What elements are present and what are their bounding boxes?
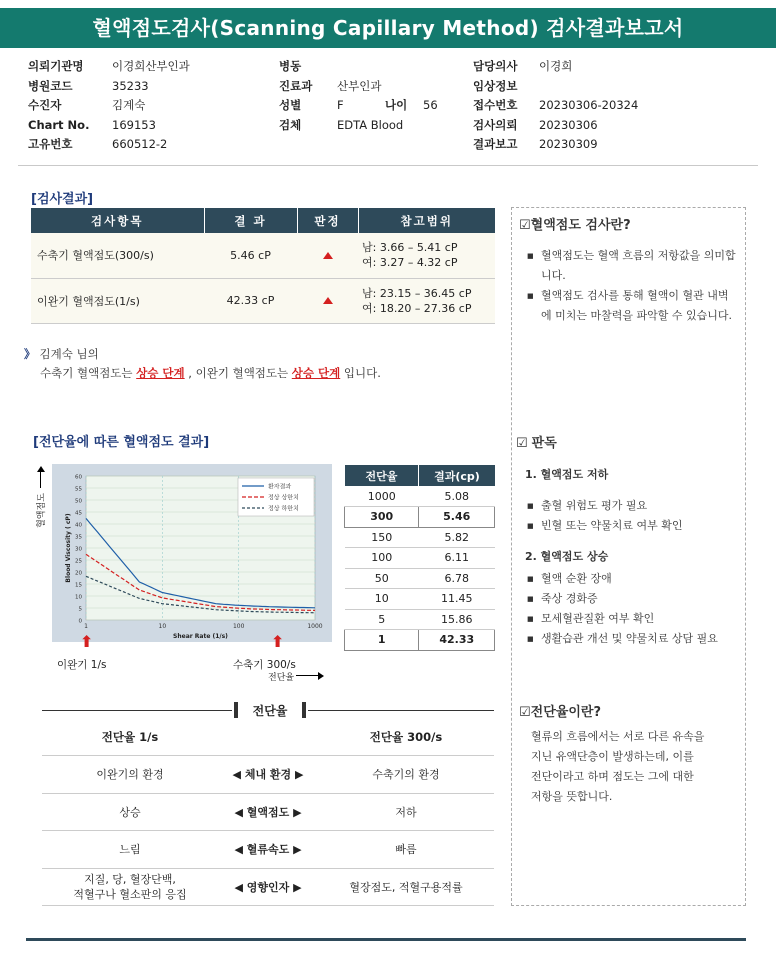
low-list [527, 496, 737, 536]
info-value: 169153 [112, 117, 156, 132]
what-list [527, 246, 737, 326]
compare-mid: 체내 환경 [244, 768, 292, 782]
shear-rate: 1 [345, 630, 419, 651]
list-item: ■ 혈액 순환 장애 [527, 569, 745, 589]
info-label: 병동 [279, 59, 302, 73]
info-value: 산부인과 [337, 78, 382, 93]
x-tick-label: 1000 [307, 623, 323, 630]
result-value: 42.33 cP [204, 278, 297, 323]
shear-rate: 1000 [345, 486, 419, 507]
compare-mid: 혈류속도 [246, 843, 290, 857]
info-label: 담당의사 [473, 59, 518, 73]
report-title: 혈액점도검사(Scanning Capillary Method) 검사결과보고서 [0, 8, 776, 48]
list-item: ■ 혈액점도는 혈액 흐름의 저항값을 의미합니다. [527, 246, 737, 286]
triangle-right-icon: ▶ [291, 768, 304, 782]
result-summary [24, 345, 381, 383]
result-value: 5.46 cP [204, 233, 297, 278]
shear-rate: 10 [345, 589, 419, 610]
y-tick-label: 10 [75, 594, 82, 601]
shear-line: 저항을 뜻합니다. [531, 790, 613, 803]
summary-text: , 이완기 혈액점도는 [188, 366, 289, 380]
results-header: 판정 [297, 208, 358, 233]
table-row [345, 630, 495, 651]
checkbox-icon: ☑ [519, 705, 531, 720]
info-label: 진료과 [279, 78, 313, 93]
judge-title-row [516, 434, 557, 454]
info-value: EDTA Blood [337, 117, 404, 132]
y-tick-label: 45 [75, 510, 82, 517]
info-value: 이경희산부인과 [112, 59, 190, 73]
summary-highlight: 상승 단계 [136, 366, 185, 380]
info-value: 660512-2 [112, 137, 168, 151]
shear-header: 전단율 [345, 465, 419, 486]
compare-right: 수축기의 환경 [318, 756, 494, 794]
compare-right: 혈장점도, 적혈구용적률 [318, 868, 494, 906]
shear-rate: 150 [345, 527, 419, 548]
triangle-right-icon: ▶ [289, 880, 302, 894]
shear-rate: 5 [345, 609, 419, 630]
info-label: 성별 [279, 98, 302, 112]
reference-female: 여: 3.27 – 4.32 cP [362, 256, 458, 270]
y-tick-label: 40 [75, 522, 82, 529]
info-value: 20230306 [539, 117, 598, 132]
info-label: Chart No. [28, 117, 90, 132]
results-header: 결 과 [204, 208, 297, 233]
table-row [42, 831, 494, 869]
shear-result: 6.11 [419, 548, 495, 569]
x-tick-label: 100 [232, 623, 245, 630]
y-axis-label: Blood Viscosity ( cP) [65, 513, 72, 583]
info-label: 결과보고 [473, 137, 518, 151]
what-title: 혈액점도 검사란? [530, 218, 631, 233]
marker-arrow-2-icon: ⬆ [271, 632, 285, 651]
compare-left: 이완기의 환경 [42, 756, 218, 794]
shear-line: 혈류의 흐름에서는 서로 다른 유속을 [531, 730, 705, 743]
shear-result: 15.86 [419, 609, 495, 630]
list-item: ■ 생활습관 개선 및 약물치료 상담 필요 [527, 629, 745, 649]
y-axis-arrow [35, 466, 47, 530]
summary-highlight: 상승 단계 [291, 366, 341, 380]
compare-head-left: 전단율 1/s [42, 718, 218, 756]
high-list [527, 569, 745, 649]
reference-male: 남: 23.15 – 36.45 cP [362, 286, 472, 300]
shear-result: 11.45 [419, 589, 495, 610]
results-section-title: [검사결과] [31, 192, 94, 207]
divider-right [308, 710, 494, 711]
viscosity-chart [52, 464, 332, 642]
result-judgement [297, 278, 358, 323]
result-reference [358, 278, 495, 323]
divider [18, 165, 758, 166]
shear-title: 전단율이란? [530, 705, 601, 720]
result-judgement [297, 233, 358, 278]
up-triangle-icon [323, 297, 333, 304]
age-value: 56 [423, 98, 438, 112]
table-row [345, 568, 495, 589]
x-axis-label: Shear Rate (1/s) [173, 633, 228, 640]
legend-label: 정상 하한치 [268, 505, 299, 513]
y-tick-label: 50 [75, 498, 82, 505]
compare-left: 적혈구나 혈소판의 응집 [73, 887, 187, 901]
reference-male: 남: 3.66 – 5.41 cP [362, 241, 458, 255]
shear-description [531, 727, 704, 807]
results-table [31, 208, 495, 324]
triangle-left-icon: ◀ [232, 768, 245, 782]
shear-title-row [519, 703, 601, 723]
summary-name: 김계숙 님의 [39, 347, 99, 361]
info-col-2 [279, 57, 438, 135]
info-value: 20230309 [539, 137, 598, 151]
list-item: ■ 죽상 경화증 [527, 589, 745, 609]
table-row [42, 793, 494, 831]
table-row [345, 609, 495, 630]
x-axis-arrow [296, 675, 318, 676]
table-row [345, 486, 495, 507]
x-axis-arrowhead [318, 672, 324, 680]
triangle-left-icon: ◀ [234, 880, 247, 894]
marker-label-1: 이완기 1/s [57, 659, 107, 671]
info-value: 20230306-20324 [539, 98, 639, 112]
shear-result: 42.33 [419, 630, 495, 651]
shear-line: 지닌 유액단층이 발생하는데, 이를 [531, 750, 694, 763]
high-title: 2. 혈액점도 상승 [525, 550, 609, 563]
compare-right: 빠름 [318, 831, 494, 869]
y-tick-label: 60 [75, 474, 82, 481]
list-item: ■ 혈액점도 검사를 통해 혈액이 혈관 내벽에 미치는 마찰력을 파악할 수 있습니다. [527, 286, 737, 326]
legend-label: 정상 상한치 [268, 494, 299, 502]
what-title-row [519, 216, 631, 236]
info-label: 접수번호 [473, 98, 518, 112]
info-value: 김계숙 [112, 98, 146, 112]
compare-right: 저하 [318, 793, 494, 831]
shear-header: 결과(cp) [419, 465, 495, 486]
marker-arrow-1-icon: ⬆ [80, 632, 94, 651]
marker-label-2: 수축기 300/s [233, 659, 296, 671]
shear-rate: 100 [345, 548, 419, 569]
info-label: 검사의뢰 [473, 117, 518, 132]
shear-result: 6.78 [419, 568, 495, 589]
chart-section-title: [전단율에 따른 혈액점도 결과] [33, 435, 210, 450]
table-row [345, 548, 495, 569]
triangle-left-icon: ◀ [234, 843, 247, 857]
info-value: F [337, 98, 344, 112]
x-tick-label: 1 [84, 623, 88, 630]
age-label: 나이 [385, 98, 408, 112]
checkbox-icon: ☑ [519, 218, 531, 233]
reference-female: 여: 18.20 – 27.36 cP [362, 301, 472, 315]
result-reference [358, 233, 495, 278]
info-label: 수진자 [28, 98, 62, 112]
shear-line: 전단이라고 하며 점도는 그에 대한 [531, 770, 694, 783]
y-tick-label: 20 [75, 570, 82, 577]
results-header: 참고범위 [358, 208, 495, 233]
triangle-right-icon: ▶ [289, 805, 302, 819]
up-triangle-icon [323, 252, 333, 259]
shear-rate-table [344, 465, 495, 651]
list-item: ■ 출혈 위험도 평가 필요 [527, 496, 737, 516]
compare-table [42, 718, 494, 906]
compare-head-right: 전단율 300/s [318, 718, 494, 756]
list-item: ■ 모세혈관질환 여부 확인 [527, 609, 745, 629]
info-col-3 [473, 57, 638, 155]
summary-text: 수축기 혈액점도는 [40, 366, 133, 380]
footer-bar [26, 938, 746, 941]
shear-rate: 50 [345, 568, 419, 589]
table-row [345, 507, 495, 528]
y-tick-label: 0 [78, 618, 82, 625]
legend-label: 환자결과 [268, 483, 292, 491]
table-row [31, 233, 495, 278]
info-label: 의뢰기관명 [28, 59, 84, 73]
table-row [31, 278, 495, 323]
compare-mid: 혈액점도 [246, 805, 290, 819]
list-item: ■ 빈혈 또는 약물치료 여부 확인 [527, 516, 737, 536]
double-chevron-icon: 》 [24, 347, 36, 361]
info-col-1 [28, 57, 190, 155]
compare-title: 전단율 [252, 704, 288, 718]
judge-title: 판독 [531, 436, 557, 451]
summary-text: 입니다. [343, 366, 381, 380]
shear-result: 5.46 [419, 507, 495, 528]
bracket-right [302, 702, 306, 718]
divider-left [42, 710, 232, 711]
table-row [42, 868, 494, 906]
compare-left: 느림 [42, 831, 218, 869]
shear-result: 5.82 [419, 527, 495, 548]
checkbox-icon: ☑ [516, 436, 528, 451]
compare-mid: 영향인자 [246, 880, 290, 894]
results-header: 검사항목 [31, 208, 204, 233]
compare-left: 지질, 당, 혈장단백, [84, 872, 176, 886]
x-tick-label: 10 [158, 623, 167, 630]
info-label: 병원코드 [28, 78, 73, 93]
y-tick-label: 5 [78, 606, 82, 613]
x-axis-side-label: 전단율 [268, 673, 295, 683]
shear-result: 5.08 [419, 486, 495, 507]
result-item: 이완기 혈액점도(1/s) [31, 278, 204, 323]
shear-rate: 300 [345, 507, 419, 528]
table-row [42, 756, 494, 794]
y-tick-label: 25 [75, 558, 82, 565]
y-tick-label: 15 [75, 582, 82, 589]
info-label: 검체 [279, 117, 302, 132]
info-value: 35233 [112, 78, 149, 93]
info-label: 고유번호 [28, 137, 73, 151]
triangle-right-icon: ▶ [289, 843, 302, 857]
info-label: 임상정보 [473, 78, 518, 93]
result-item: 수축기 혈액점도(300/s) [31, 233, 204, 278]
table-row [345, 527, 495, 548]
triangle-left-icon: ◀ [234, 805, 247, 819]
y-axis-side-label: 혈액점도 [36, 493, 47, 528]
table-row [345, 589, 495, 610]
y-tick-label: 55 [75, 486, 82, 493]
info-value: 이경희 [539, 59, 573, 73]
low-title: 1. 혈액점도 저하 [525, 468, 609, 481]
y-tick-label: 35 [75, 534, 82, 541]
y-tick-label: 30 [75, 546, 82, 553]
compare-left: 상승 [42, 793, 218, 831]
